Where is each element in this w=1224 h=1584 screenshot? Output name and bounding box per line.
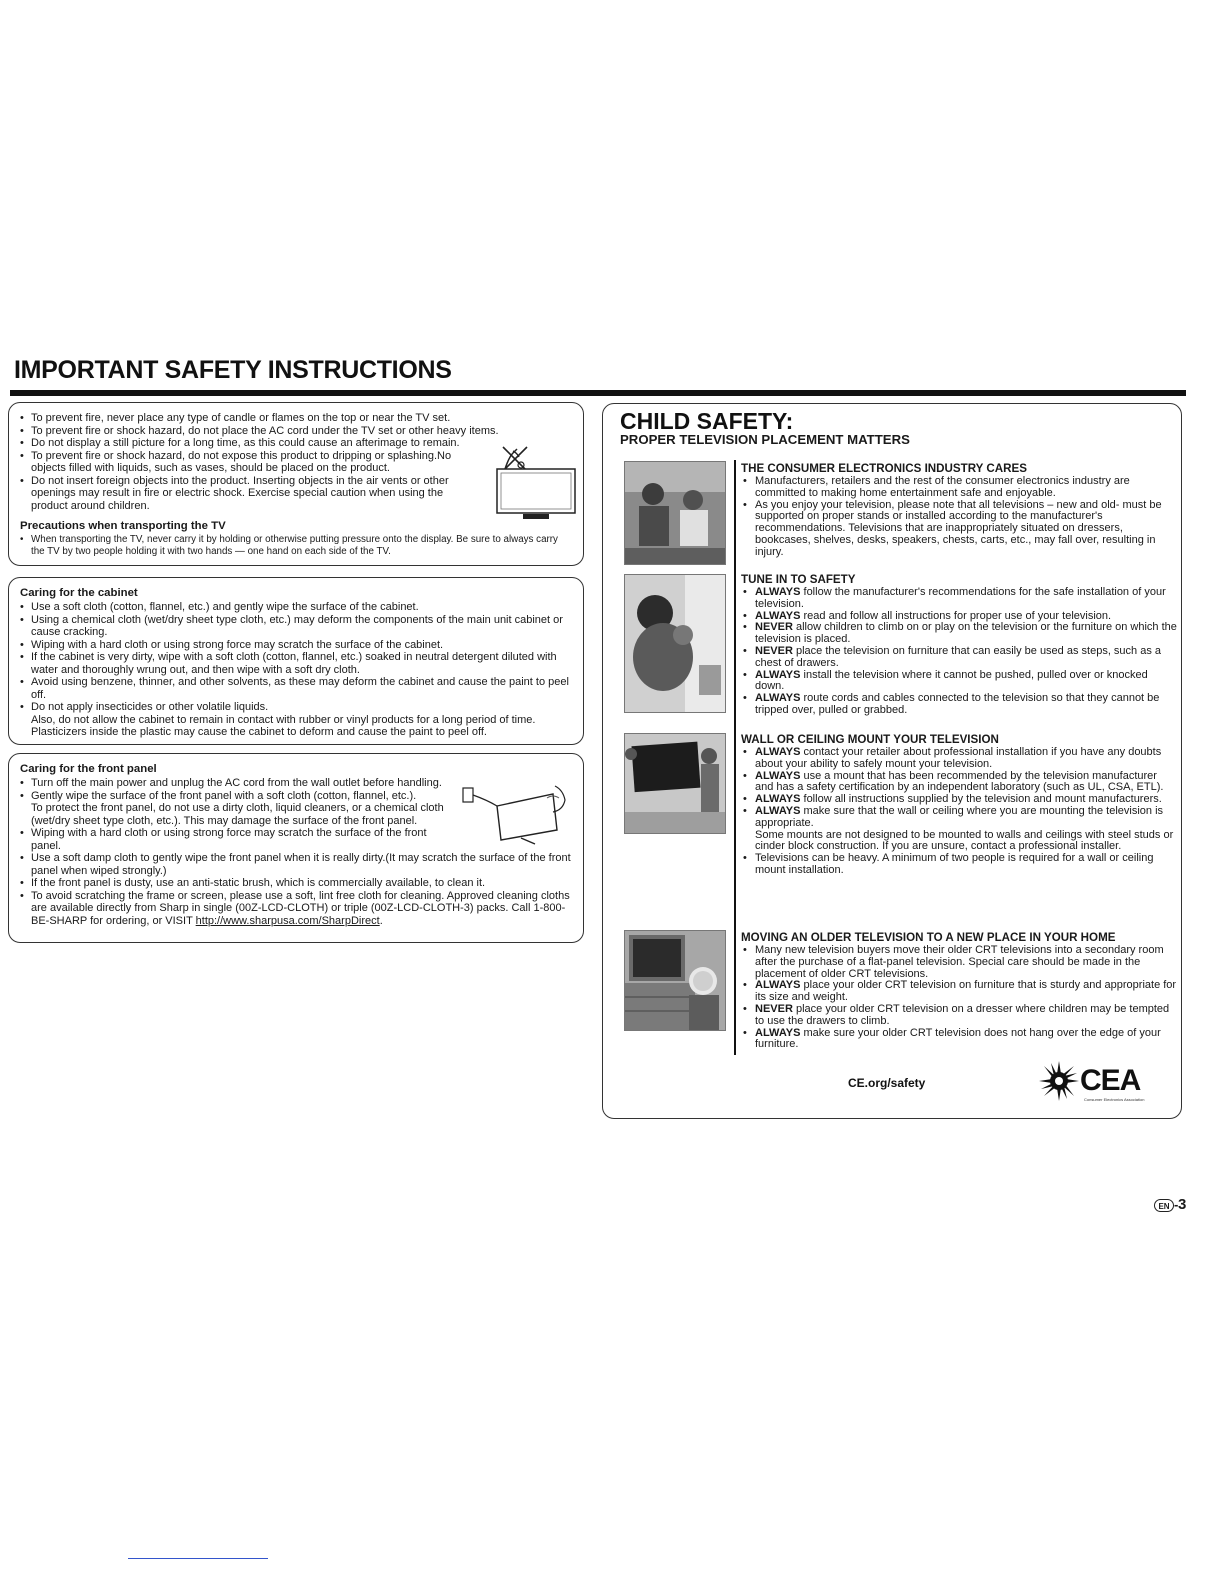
- cleaning-text: To avoid scratching the frame or screen, please use a soft, lint free cloth for cleaning. Approved cleaning cloths are available directly from Sharp in single (00Z-LCD-CLOTH) or triple (00Z-LCD-CLOTH-3) packs. Call 1-800-BE-SHARP for ordering, or VISIT: [31, 889, 570, 927]
- transport-heading: Precautions when transporting the TV: [20, 520, 226, 532]
- keyword: ALWAYS: [755, 746, 801, 758]
- item-text: allow children to climb on or play on the television or the furniture on which the television is placed.: [755, 621, 1177, 646]
- cabinet-item: • Avoid using benzene, thinner, and other solvents, as these may deform the cabinet and cause the paint to peel off.: [20, 676, 573, 701]
- sharp-direct-link[interactable]: http://www.sharpusa.com/SharpDirect: [195, 914, 380, 927]
- item-text: follow the manufacturer's recommendations for the safe installation of your television.: [755, 586, 1166, 610]
- front-panel-item: • Turn off the main power and unplug the AC cord from the wall outlet before handling.: [20, 777, 573, 790]
- keyword: ALWAYS: [755, 609, 801, 622]
- cea-logo-text: CEA: [1080, 1064, 1141, 1097]
- section-heading: WALL OR CEILING MOUNT YOUR TELEVISION: [741, 733, 999, 746]
- item-text: use a mount that has been recommended by the television manufacturer and has a safety certification by an independent laboratory (such as UL, CSA, ETL).: [755, 769, 1164, 794]
- cabinet-item: • Do not apply insecticides or other volatile liquids. Also, do not allow the cabinet to remain in contact with rubber or vinyl products for a long period of time. Plasticizers inside the plastic may cause the cabinet to deform and cause the paint to peel off.: [20, 701, 573, 739]
- industry-cares-section: [741, 462, 1177, 559]
- child-safety-subtitle: PROPER TELEVISION PLACEMENT MATTERS: [620, 432, 910, 447]
- wall-mount-photo: [624, 733, 726, 834]
- section-item: [741, 587, 1177, 611]
- safety-item: • To prevent fire, never place any type of candle or flames on the top or near the TV set.: [20, 412, 573, 425]
- general-safety-list: [20, 412, 573, 512]
- section-item: [741, 771, 1177, 795]
- item-text: Manufacturers, retailers and the rest of the consumer electronics industry are committed to making home entertainment safe and enjoyable.: [755, 475, 1130, 499]
- item-text: place your older CRT television on a dresser where children may be tempted to use the drawers to climb.: [755, 1002, 1170, 1027]
- page-number: 3: [1178, 1196, 1187, 1213]
- front-panel-item: • Wiping with a hard cloth or using strong force may scratch the surface of the front panel.: [20, 827, 573, 852]
- child-tv-photo: [624, 930, 726, 1031]
- title-rule: [10, 390, 1186, 396]
- keyword: ALWAYS: [755, 804, 801, 817]
- item-text: install the television where it cannot be pushed, pulled over or knocked down.: [755, 668, 1148, 693]
- transport-list: [20, 534, 573, 557]
- front-panel-item: [20, 890, 573, 928]
- transport-item: • When transporting the TV, never carry it by holding or otherwise putting pressure onto the display. Be sure to always carry the TV by two people holding it with two hands — one hand on each side of the TV.: [20, 534, 573, 557]
- cabinet-care-list: [20, 601, 573, 739]
- safety-item: • Do not insert foreign objects into the product. Inserting objects in the air vents or other openings may result in fire or electric shock. Exercise special caution when using the product around children.: [20, 475, 573, 513]
- cabinet-heading: Caring for the cabinet: [20, 587, 138, 599]
- keyword: ALWAYS: [755, 692, 801, 705]
- safety-item: • Do not display a still picture for a long time, as this could cause an afterimage to remain.: [20, 437, 573, 450]
- section-heading: MOVING AN OLDER TELEVISION TO A NEW PLACE IN YOUR HOME: [741, 931, 1116, 944]
- wiping-tv-icon: [457, 780, 577, 848]
- section-item: [741, 806, 1177, 853]
- item-text: Many new television buyers move their older CRT televisions into a secondary room after the purchase of a flat-panel television. Special care should be made in the placement of older CRT televisions.: [755, 944, 1164, 980]
- item-text: read and follow all instructions for proper use of your television.: [800, 609, 1112, 622]
- cabinet-item: • If the cabinet is very dirty, wipe with a soft cloth (cotton, flannel, etc.) soaked in neutral detergent diluted with water and thoroughly wrung out, and then wipe with a soft dry cloth.: [20, 651, 573, 676]
- section-divider: [734, 460, 736, 1055]
- section-item: [741, 622, 1177, 646]
- keyword: ALWAYS: [755, 1026, 801, 1039]
- keyword: NEVER: [755, 1002, 793, 1015]
- item-text: place your older CRT television on furniture that is sturdy and appropriate for its size and weight.: [755, 979, 1177, 1004]
- item-text: make sure that the wall or ceiling where you are mounting the television is appropriate. Some mounts are not designed to be mounted to walls and ceilings with steel studs or cinder block construction. If you are unsure, contact a professional installer.: [755, 804, 1174, 853]
- cabinet-item: • Wiping with a hard cloth or using strong force may scratch the surface of the cabinet.: [20, 639, 573, 652]
- item-text: contact your retailer about professional installation if you have any doubts about your ability to safely mount your television.: [755, 746, 1162, 770]
- section-item: [741, 646, 1177, 670]
- front-panel-item: • If the front panel is dusty, use an anti-static brush, which is commercially available, to clean it.: [20, 877, 573, 890]
- cabinet-item: • Using a chemical cloth (wet/dry sheet type cloth, etc.) may deform the components of the main unit cabinet or cause cracking.: [20, 614, 573, 639]
- general-safety-box: [8, 402, 584, 566]
- keyword: ALWAYS: [755, 668, 801, 681]
- ce-safety-link[interactable]: CE.org/safety: [848, 1076, 926, 1090]
- keyword: NEVER: [755, 621, 793, 634]
- front-panel-heading: Caring for the front panel: [20, 763, 157, 775]
- section-heading: THE CONSUMER ELECTRONICS INDUSTRY CARES: [741, 462, 1027, 475]
- tv-icon: [495, 467, 577, 523]
- family-photo-2: [624, 574, 726, 713]
- item-text: make sure your older CRT television does not hang over the edge of your furniture.: [755, 1026, 1161, 1051]
- cabinet-item: • Use a soft cloth (cotton, flannel, etc.) and gently wipe the surface of the cabinet.: [20, 601, 573, 614]
- section-list: [741, 587, 1177, 717]
- section-list: [741, 945, 1177, 1051]
- keyword: ALWAYS: [755, 979, 801, 992]
- section-item: [741, 980, 1177, 1004]
- front-panel-care-box: [8, 753, 584, 943]
- wall-mount-section: [741, 733, 1177, 877]
- section-list: [741, 747, 1177, 877]
- cea-tagline: Consumer Electronics Association: [1084, 1097, 1145, 1102]
- item-text: place the television on furniture that can easily be used as steps, such as a chest of drawers.: [755, 644, 1162, 669]
- section-item: [741, 945, 1177, 980]
- keyword: ALWAYS: [755, 793, 801, 806]
- item-text: route cords and cables connected to the television so that they cannot be tripped over, pulled or grabbed.: [755, 692, 1160, 716]
- child-safety-title: CHILD SAFETY:: [620, 408, 794, 434]
- older-tv-section: [741, 931, 1177, 1051]
- cabinet-care-box: [8, 577, 584, 745]
- page-title: IMPORTANT SAFETY INSTRUCTIONS: [14, 356, 452, 384]
- front-panel-item: • Gently wipe the surface of the front panel with a soft cloth (cotton, flannel, etc.). To protect the front panel, do not use a dirty cloth, liquid cleaners, or a chemical cloth (wet/dry sheet type cloth, etc.). This may damage the surface of the front panel.: [20, 790, 573, 828]
- section-item: [741, 476, 1177, 500]
- section-item: [741, 853, 1177, 877]
- section-item: [741, 693, 1177, 717]
- page-separator: -: [1174, 1197, 1179, 1212]
- front-panel-item: • Use a soft damp cloth to gently wipe the front panel when it is really dirty.(It may scratch the surface of the front panel when wiped strongly.): [20, 852, 573, 877]
- item-text: follow all instructions supplied by the television and mount manufacturers.: [800, 793, 1162, 806]
- section-list: [741, 476, 1177, 559]
- keyword: ALWAYS: [755, 769, 801, 782]
- section-heading: TUNE IN TO SAFETY: [741, 573, 856, 586]
- cleaning-end: .: [379, 914, 383, 927]
- item-text: As you enjoy your television, please note that all televisions – new and old- must be supported on proper stands or installed according to the manufacturer's recommendations. Televisions that are inappropriately situated on dressers, bookcases, shelves, desks, speakers, chests, carts, etc., may fall over, resulting in injury.: [755, 498, 1162, 558]
- section-item: [741, 500, 1177, 559]
- section-item: [741, 670, 1177, 694]
- section-item: [741, 1028, 1177, 1052]
- tune-in-section: [741, 573, 1177, 717]
- keyword: ALWAYS: [755, 586, 801, 598]
- family-photo-1: [624, 461, 726, 565]
- hyperlink-underline: [128, 1558, 268, 1559]
- cea-starburst-icon: [1038, 1060, 1080, 1102]
- safety-item: • To prevent fire or shock hazard, do not place the AC cord under the TV set or other heavy items.: [20, 425, 573, 438]
- safety-item: • To prevent fire or shock hazard, do not expose this product to dripping or splashing.No objects filled with liquids, such as vases, should be placed on the product.: [20, 450, 573, 475]
- section-item: [741, 747, 1177, 771]
- language-badge: EN: [1154, 1199, 1174, 1212]
- item-text: Televisions can be heavy. A minimum of two people is required for a wall or ceiling mount installation.: [755, 852, 1154, 876]
- keyword: NEVER: [755, 644, 793, 657]
- section-item: [741, 1004, 1177, 1028]
